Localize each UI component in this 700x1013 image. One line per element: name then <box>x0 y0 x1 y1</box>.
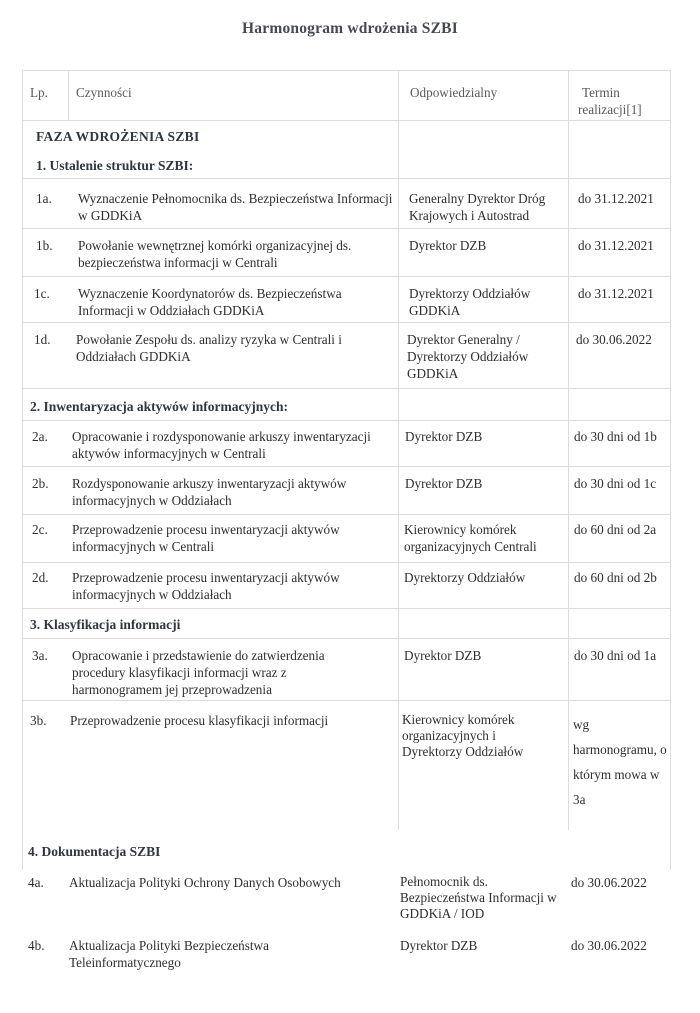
row-task: Przeprowadzenie procesu inwentaryzacji aktywów informacyjnych w Oddziałach <box>72 570 340 602</box>
row-divider <box>22 638 670 639</box>
row-lp: 1d. <box>34 332 51 347</box>
row-responsible: Dyrektorzy Oddziałów GDDKiA <box>409 286 531 318</box>
row-responsible: Dyrektorzy Oddziałów <box>404 570 526 585</box>
row-lp: 1a. <box>36 191 52 206</box>
row-task: Aktualizacja Polityki Ochrony Danych Osobowych <box>69 875 341 890</box>
row-divider <box>22 700 670 701</box>
row-responsible: Kierownicy komórek organizacyjnych Centrali <box>404 522 537 554</box>
row-term: wg harmonogramu, o którym mowa w 3a <box>573 717 667 807</box>
header-term: Termin <box>582 85 620 100</box>
row-divider <box>22 178 670 179</box>
row-lp: 2b. <box>32 476 49 491</box>
row-divider <box>22 466 670 467</box>
section-heading: 4. Dokumentacja SZBI <box>28 844 161 859</box>
row-task: Opracowanie i rozdysponowanie arkuszy inwentaryzacji aktywów informacyjnych w Centrali <box>72 429 371 461</box>
row-term: do 30 dni od 1b <box>574 429 657 444</box>
row-divider <box>22 120 670 121</box>
row-task: Powołanie Zespołu ds. analizy ryzyka w Centrali i Oddziałach GDDKiA <box>76 332 342 364</box>
row-lp: 4b. <box>28 938 45 953</box>
row-divider <box>22 322 670 323</box>
section-heading: 3. Klasyfikacja informacji <box>30 617 181 632</box>
header-task: Czynności <box>76 85 132 100</box>
row-responsible: Dyrektor DZB <box>409 238 487 253</box>
row-divider <box>22 388 670 389</box>
row-task: Wyznaczenie Koordynatorów ds. Bezpieczeństwa Informacji w Oddziałach GDDKiA <box>78 286 342 318</box>
document-title: Harmonogram wdrożenia SZBI <box>242 20 458 37</box>
phase-heading: FAZA WDROŻENIA SZBI <box>36 129 200 144</box>
row-task: Przeprowadzenie procesu klasyfikacji informacji <box>70 713 329 728</box>
row-term: do 30.06.2022 <box>571 938 647 953</box>
row-lp: 3b. <box>30 713 47 728</box>
row-lp: 1b. <box>36 238 53 253</box>
row-divider <box>22 608 670 609</box>
row-divider <box>22 276 670 277</box>
section-heading: 1. Ustalenie struktur SZBI: <box>36 158 194 173</box>
row-responsible: Generalny Dyrektor Dróg Krajowych i Autostrad <box>409 191 546 223</box>
row-term: do 31.12.2021 <box>578 238 654 253</box>
row-term: do 31.12.2021 <box>578 191 654 206</box>
row-task: Przeprowadzenie procesu inwentaryzacji aktywów informacyjnych w Centrali <box>72 522 340 554</box>
row-divider <box>22 70 670 71</box>
row-task: Powołanie wewnętrznej komórki organizacyjnej ds. bezpieczeństwa informacji w Centrali <box>78 238 352 270</box>
table-border <box>22 70 23 870</box>
row-lp: 3a. <box>32 648 48 663</box>
header-responsible: Odpowiedzialny <box>410 85 498 100</box>
row-divider <box>22 420 670 421</box>
row-task: Aktualizacja Polityki Bezpieczeństwa Teleinformatycznego <box>69 938 269 970</box>
row-responsible: Dyrektor DZB <box>404 648 482 663</box>
section-heading: 2. Inwentaryzacja aktywów informacyjnych: <box>30 399 288 414</box>
row-lp: 4a. <box>28 875 44 890</box>
row-term: do 60 dni od 2a <box>574 522 657 537</box>
row-divider <box>22 514 670 515</box>
row-lp: 2d. <box>32 570 49 585</box>
header-term-sub: realizacji[1] <box>578 102 642 117</box>
column-divider <box>68 70 69 120</box>
row-responsible: Kierownicy komórek organizacyjnych i Dyrektorzy Oddziałów <box>402 712 524 759</box>
row-task: Opracowanie i przedstawienie do zatwierdzenia procedury klasyfikacji informacji wraz z harmonogramem jej przeprowadzenia <box>72 648 325 697</box>
row-term: do 30.06.2022 <box>576 332 652 347</box>
row-divider <box>22 228 670 229</box>
row-responsible: Pełnomocnik ds. Bezpieczeństwa Informacji w GDDKiA / IOD <box>400 874 557 921</box>
row-responsible: Dyrektor DZB <box>405 476 483 491</box>
row-responsible: Dyrektor DZB <box>400 938 478 953</box>
row-term: do 30.06.2022 <box>571 875 647 890</box>
header-lp: Lp. <box>30 85 48 100</box>
row-task: Wyznaczenie Pełnomocnika ds. Bezpieczeństwa Informacji w GDDKiA <box>78 191 393 223</box>
row-term: do 31.12.2021 <box>578 286 654 301</box>
row-task: Rozdysponowanie arkuszy inwentaryzacji aktywów informacyjnych w Oddziałach <box>72 476 347 508</box>
row-responsible: Dyrektor DZB <box>405 429 483 444</box>
row-lp: 2c. <box>32 522 48 537</box>
row-divider <box>22 562 670 563</box>
column-divider <box>398 70 399 830</box>
row-term: do 30 dni od 1c <box>574 476 657 491</box>
row-lp: 1c. <box>34 286 50 301</box>
row-responsible: Dyrektor Generalny / Dyrektorzy Oddziałów GDDKiA <box>407 332 529 381</box>
row-lp: 2a. <box>32 429 48 444</box>
row-term: do 60 dni od 2b <box>574 570 657 585</box>
row-term: do 30 dni od 1a <box>574 648 657 663</box>
column-divider <box>568 70 569 830</box>
